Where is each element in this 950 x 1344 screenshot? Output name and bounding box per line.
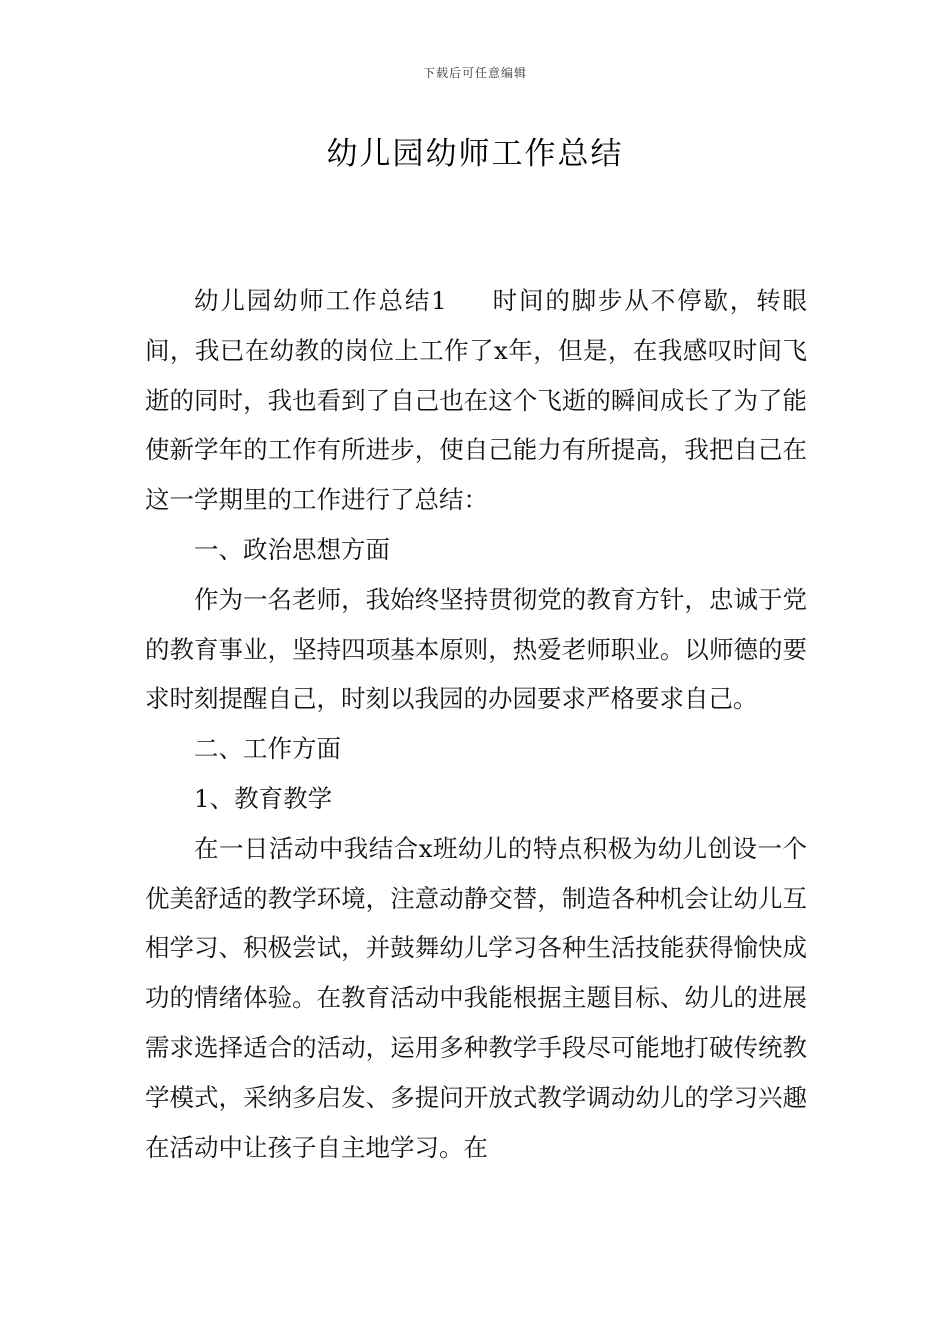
intro-paragraph (145, 276, 807, 525)
paragraph-teaching: 在一日活动中我结合x班幼儿的特点积极为幼儿创设一个优美舒适的教学环境，注意动静交替，制造各种机会让幼儿互相学习、积极尝试，并鼓舞幼儿学习各种生活技能获得愉快成功的情绪体验。在教育活动中我能根据主题目标、幼儿的进展需求选择适合的活动，运用多种教学手段尽可能地打破传统教学模式，采纳多启发、多提问开放式教学调动幼儿的学习兴趣在活动中让孩子自主地学习。在 (145, 833, 807, 1162)
subheading-teaching: 1、教育教学 (194, 783, 333, 813)
paragraph-politics: 作为一名老师，我始终坚持贯彻党的教育方针，忠诚于党的教育事业，坚持四项基本原则，热爱老师职业。以师德的要求时刻提醒自己，时刻以我园的办园要求严格要求自己。 (145, 584, 807, 714)
paragraph-text: 时间的脚步从不停歇，转眼间，我已在幼教的岗位上工作了x年，但是，在我感叹时间飞逝的同时，我也看到了自己也在这个飞逝的瞬间成长了为了能使新学年的工作有所进步，使自己能力有所提高，我把自己在这一学期里的工作进行了总结： (145, 286, 807, 515)
section-heading-work: 二、工作方面 (194, 734, 341, 764)
document-title: 幼儿园幼师工作总结 (326, 136, 624, 172)
section-heading-politics: 一、政治思想方面 (194, 534, 390, 564)
intro-heading: 幼儿园幼师工作总结1 (194, 286, 447, 315)
document-body (145, 276, 807, 1172)
header-note: 下载后可任意编辑 (422, 66, 527, 80)
